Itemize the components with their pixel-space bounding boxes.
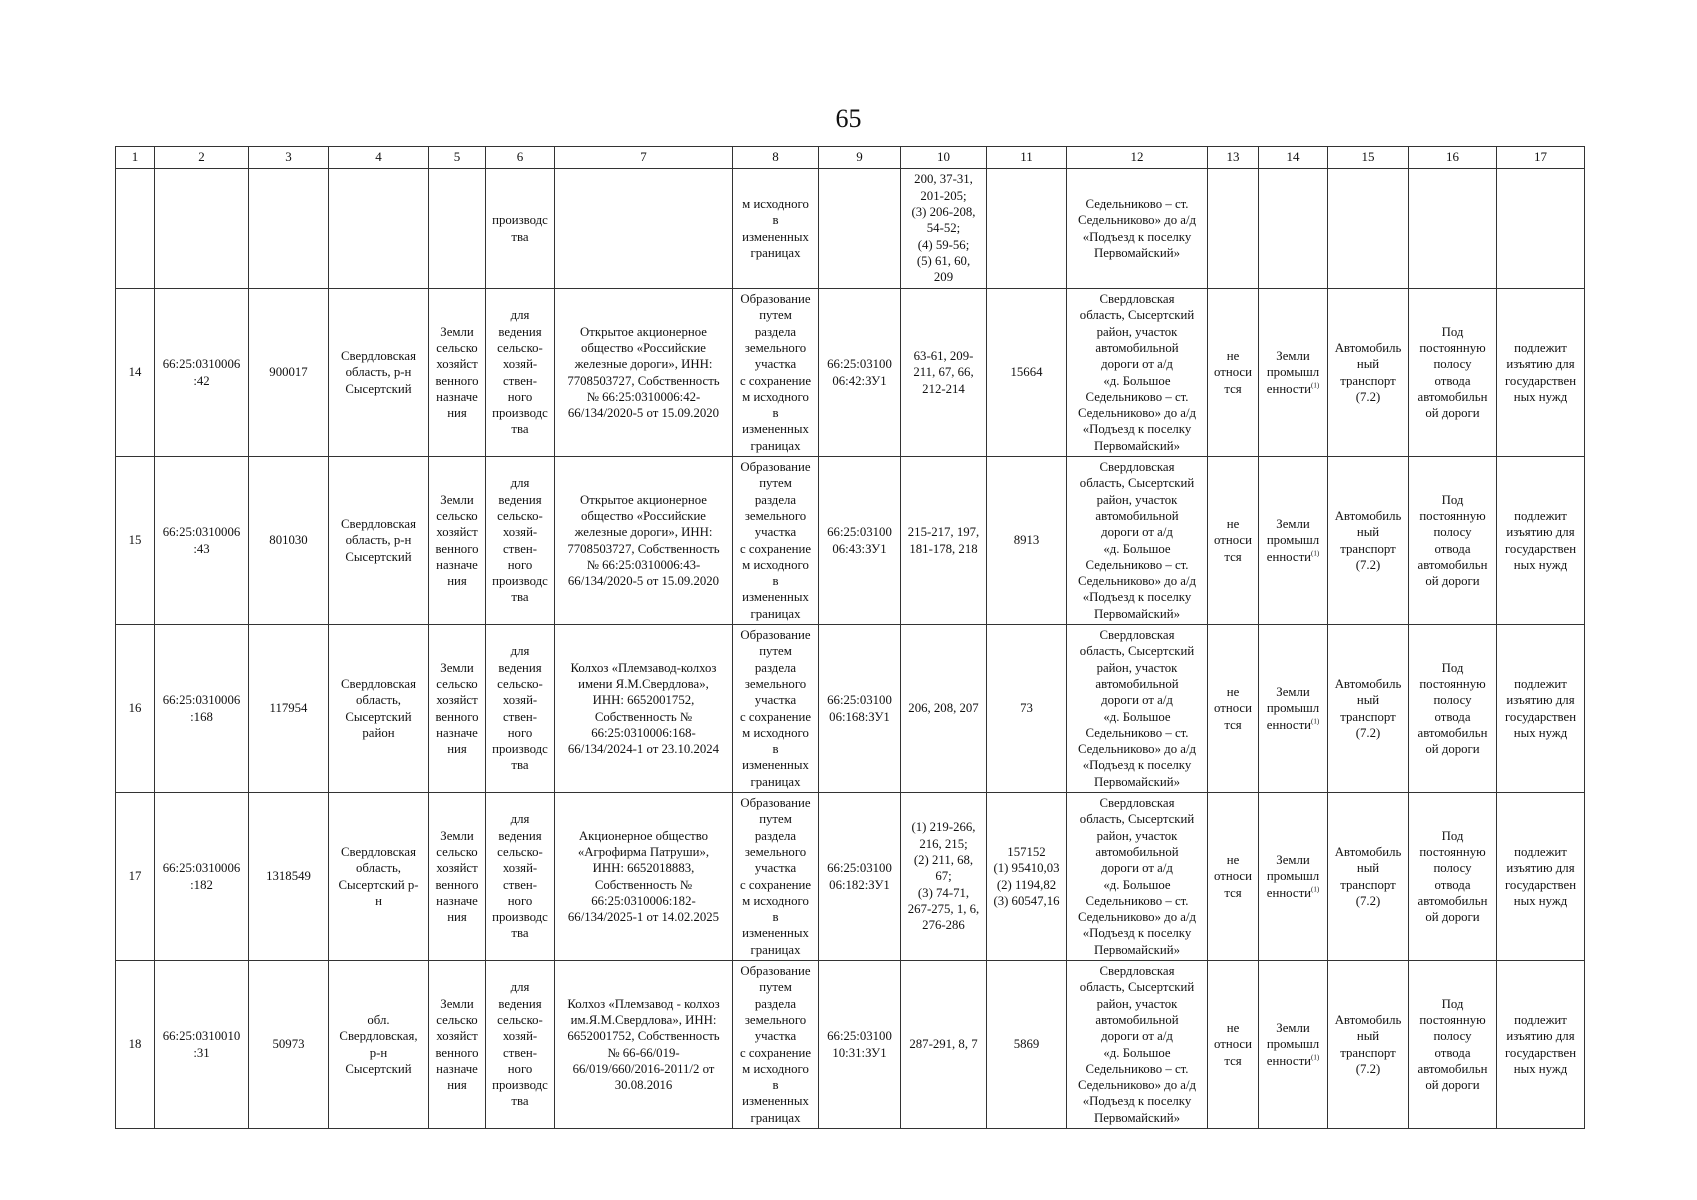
permitted-use-cell: Автомобиль ный транспорт (7.2) <box>1328 793 1409 961</box>
column-number: 12 <box>1067 147 1208 169</box>
row-number-cell: 15 <box>116 457 155 625</box>
new-area-cell: 5869 <box>987 961 1067 1129</box>
footnote-mark: (1) <box>1311 381 1320 390</box>
column-number: 16 <box>1409 147 1497 169</box>
location-cell: Свердловская область, Сысертский район, участок автомобильной дороги от а/д «д. Большое Седельниково – ст. Седельниково» до а/д «Подъезд к поселку Первомайский» <box>1067 793 1208 961</box>
cadastral-number-cell: 66:25:0310006 :168 <box>155 625 249 793</box>
address-cell: обл. Свердловская, р-н Сысертский <box>329 961 429 1129</box>
new-area-cell: 15664 <box>987 289 1067 457</box>
column-number: 14 <box>1259 147 1328 169</box>
new-plot-number-cell: 66:25:03100 06:42:ЗУ1 <box>819 289 901 457</box>
row-number-cell: 14 <box>116 289 155 457</box>
purpose-cell: Под постоянную полосу отвода автомобильн ой дороги <box>1409 625 1497 793</box>
boundary-points-cell: (1) 219-266, 216, 215; (2) 211, 68, 67; (3) 74-71, 267-275, 1, 6, 276-286 <box>901 793 987 961</box>
new-area-cell: 73 <box>987 625 1067 793</box>
column-number: 8 <box>733 147 819 169</box>
formation-method-cell: Образование путем раздела земельного участка с сохранение м исходного в измененных границах <box>733 793 819 961</box>
new-area-cell: 157152 (1) 95410,03 (2) 1194,82 (3) 60547,16 <box>987 793 1067 961</box>
location-cell: Свердловская область, Сысертский район, участок автомобильной дороги от а/д «д. Большое Седельниково – ст. Седельниково» до а/д «Подъезд к поселку Первомайский» <box>1067 289 1208 457</box>
table-row <box>116 625 1585 793</box>
boundary-points-cell: 206, 208, 207 <box>901 625 987 793</box>
cadastral-number-cell: 66:25:0310006 :42 <box>155 289 249 457</box>
formation-method-cell: м исходного в измененных границах <box>733 169 819 289</box>
row-number-cell: 17 <box>116 793 155 961</box>
column-number-row <box>116 147 1585 169</box>
land-use-cell: для ведения сельско- хозяй- ствен- ного производс тва <box>486 961 555 1129</box>
area-cell: 1318549 <box>249 793 329 961</box>
footnote-mark: (1) <box>1311 1053 1320 1062</box>
footnote-mark: (1) <box>1311 885 1320 894</box>
boundary-points-cell: 200, 37-31, 201-205; (3) 206-208, 54-52; (4) 59-56; (5) 61, 60, 209 <box>901 169 987 289</box>
boundary-points-cell: 215-217, 197, 181-178, 218 <box>901 457 987 625</box>
new-plot-number-cell: 66:25:03100 06:182:ЗУ1 <box>819 793 901 961</box>
column-number: 11 <box>987 147 1067 169</box>
purpose-cell: Под постоянную полосу отвода автомобильн ой дороги <box>1409 961 1497 1129</box>
attribution-cell: не относи тся <box>1208 793 1259 961</box>
table-row <box>116 289 1585 457</box>
new-plot-number-cell: 66:25:03100 06:168:ЗУ1 <box>819 625 901 793</box>
column-number: 2 <box>155 147 249 169</box>
column-number: 10 <box>901 147 987 169</box>
land-category-cell: Земли сельско хозяйст венного назначе ния <box>429 793 486 961</box>
attribution-cell: не относи тся <box>1208 961 1259 1129</box>
table-row <box>116 961 1585 1129</box>
permitted-use-cell: Автомобиль ный транспорт (7.2) <box>1328 289 1409 457</box>
land-category-cell: Земли сельско хозяйст венного назначе ния <box>429 625 486 793</box>
area-cell: 117954 <box>249 625 329 793</box>
purpose-cell: Под постоянную полосу отвода автомобильн ой дороги <box>1409 457 1497 625</box>
attribution-cell: не относи тся <box>1208 457 1259 625</box>
column-number: 9 <box>819 147 901 169</box>
land-use-cell: для ведения сельско- хозяй- ствен- ного производс тва <box>486 457 555 625</box>
seizure-cell: подлежит изъятию для государствен ных нужд <box>1497 289 1585 457</box>
land-category-cell: Земли сельско хозяйст венного назначе ния <box>429 457 486 625</box>
footnote-mark: (1) <box>1311 717 1320 726</box>
new-category-cell: Земли промышл енности$^{(1)}$ <box>1259 457 1328 625</box>
land-use-cell: для ведения сельско- хозяй- ствен- ного производс тва <box>486 289 555 457</box>
column-number: 3 <box>249 147 329 169</box>
new-category-cell: Земли промышл енности$^{(1)}$ <box>1259 961 1328 1129</box>
seizure-cell: подлежит изъятию для государствен ных нужд <box>1497 793 1585 961</box>
owner-cell: Колхоз «Племзавод - колхоз им.Я.М.Свердлова», ИНН: 6652001752, Собственность № 66-66/019- 66/019/660/2016-2011/2 от 30.08.2016 <box>555 961 733 1129</box>
seizure-cell: подлежит изъятию для государствен ных нужд <box>1497 625 1585 793</box>
area-cell: 801030 <box>249 457 329 625</box>
location-cell: Свердловская область, Сысертский район, участок автомобильной дороги от а/д «д. Большое Седельниково – ст. Седельниково» до а/д «Подъезд к поселку Первомайский» <box>1067 961 1208 1129</box>
boundary-points-cell: 287-291, 8, 7 <box>901 961 987 1129</box>
page-number: 65 <box>835 104 862 133</box>
column-number: 5 <box>429 147 486 169</box>
cadastral-number-cell: 66:25:0310006 :182 <box>155 793 249 961</box>
column-number: 7 <box>555 147 733 169</box>
owner-cell: Акционерное общество «Агрофирма Патруши», ИНН: 6652018883, Собственность № 66:25:0310006:182- 66/134/2025-1 от 14.02.2025 <box>555 793 733 961</box>
permitted-use-cell: Автомобиль ный транспорт (7.2) <box>1328 625 1409 793</box>
land-plots-table <box>115 146 1585 1129</box>
land-category-cell: Земли сельско хозяйст венного назначе ния <box>429 961 486 1129</box>
table-row <box>116 457 1585 625</box>
footnote-mark: (1) <box>1311 549 1320 558</box>
column-number: 1 <box>116 147 155 169</box>
table-row <box>116 793 1585 961</box>
column-number: 17 <box>1497 147 1585 169</box>
column-number: 13 <box>1208 147 1259 169</box>
formation-method-cell: Образование путем раздела земельного участка с сохранение м исходного в измененных границах <box>733 289 819 457</box>
attribution-cell: не относи тся <box>1208 289 1259 457</box>
address-cell: Свердловская область, р-н Сысертский <box>329 457 429 625</box>
new-plot-number-cell: 66:25:03100 10:31:ЗУ1 <box>819 961 901 1129</box>
new-area-cell: 8913 <box>987 457 1067 625</box>
land-category-cell: Земли сельско хозяйст венного назначе ния <box>429 289 486 457</box>
cadastral-number-cell: 66:25:0310010 :31 <box>155 961 249 1129</box>
area-cell: 900017 <box>249 289 329 457</box>
address-cell: Свердловская область, Сысертский район <box>329 625 429 793</box>
area-cell: 50973 <box>249 961 329 1129</box>
owner-cell: Открытое акционерное общество «Российские железные дороги», ИНН: 7708503727, Собственность № 66:25:0310006:42- 66/134/2020-5 от 15.09.2020 <box>555 289 733 457</box>
column-number: 6 <box>486 147 555 169</box>
new-category-cell: Земли промышл енности$^{(1)}$ <box>1259 793 1328 961</box>
seizure-cell: подлежит изъятию для государствен ных нужд <box>1497 457 1585 625</box>
cadastral-number-cell: 66:25:0310006 :43 <box>155 457 249 625</box>
row-number-cell: 16 <box>116 625 155 793</box>
land-use-cell: производс тва <box>486 169 555 289</box>
attribution-cell: не относи тся <box>1208 625 1259 793</box>
location-cell: Свердловская область, Сысертский район, участок автомобильной дороги от а/д «д. Большое Седельниково – ст. Седельниково» до а/д «Подъезд к поселку Первомайский» <box>1067 625 1208 793</box>
permitted-use-cell: Автомобиль ный транспорт (7.2) <box>1328 961 1409 1129</box>
formation-method-cell: Образование путем раздела земельного участка с сохранение м исходного в измененных границах <box>733 625 819 793</box>
seizure-cell: подлежит изъятию для государствен ных нужд <box>1497 961 1585 1129</box>
purpose-cell: Под постоянную полосу отвода автомобильн ой дороги <box>1409 289 1497 457</box>
formation-method-cell: Образование путем раздела земельного участка с сохранение м исходного в измененных границах <box>733 961 819 1129</box>
location-cell: Свердловская область, Сысертский район, участок автомобильной дороги от а/д «д. Большое Седельниково – ст. Седельниково» до а/д «Подъезд к поселку Первомайский» <box>1067 457 1208 625</box>
new-category-cell: Земли промышл енности$^{(1)}$ <box>1259 289 1328 457</box>
purpose-cell: Под постоянную полосу отвода автомобильн ой дороги <box>1409 793 1497 961</box>
address-cell: Свердловская область, Сысертский р- н <box>329 793 429 961</box>
column-number: 4 <box>329 147 429 169</box>
boundary-points-cell: 63-61, 209- 211, 67, 66, 212-214 <box>901 289 987 457</box>
permitted-use-cell: Автомобиль ный транспорт (7.2) <box>1328 457 1409 625</box>
land-use-cell: для ведения сельско- хозяй- ствен- ного производс тва <box>486 625 555 793</box>
land-use-cell: для ведения сельско- хозяй- ствен- ного производс тва <box>486 793 555 961</box>
column-number: 15 <box>1328 147 1409 169</box>
new-category-cell: Земли промышл енности$^{(1)}$ <box>1259 625 1328 793</box>
new-plot-number-cell: 66:25:03100 06:43:ЗУ1 <box>819 457 901 625</box>
owner-cell: Колхоз «Племзавод-колхоз имени Я.М.Свердлова», ИНН: 6652001752, Собственность № 66:25:0310006:168- 66/134/2024-1 от 23.10.2024 <box>555 625 733 793</box>
address-cell: Свердловская область, р-н Сысертский <box>329 289 429 457</box>
formation-method-cell: Образование путем раздела земельного участка с сохранение м исходного в измененных границах <box>733 457 819 625</box>
row-number-cell: 18 <box>116 961 155 1129</box>
owner-cell: Открытое акционерное общество «Российские железные дороги», ИНН: 7708503727, Собственность № 66:25:0310006:43- 66/134/2020-5 от 15.09.2020 <box>555 457 733 625</box>
continuation-row <box>116 169 1585 289</box>
location-cell: Седельниково – ст. Седельниково» до а/д «Подъезд к поселку Первомайский» <box>1067 169 1208 289</box>
